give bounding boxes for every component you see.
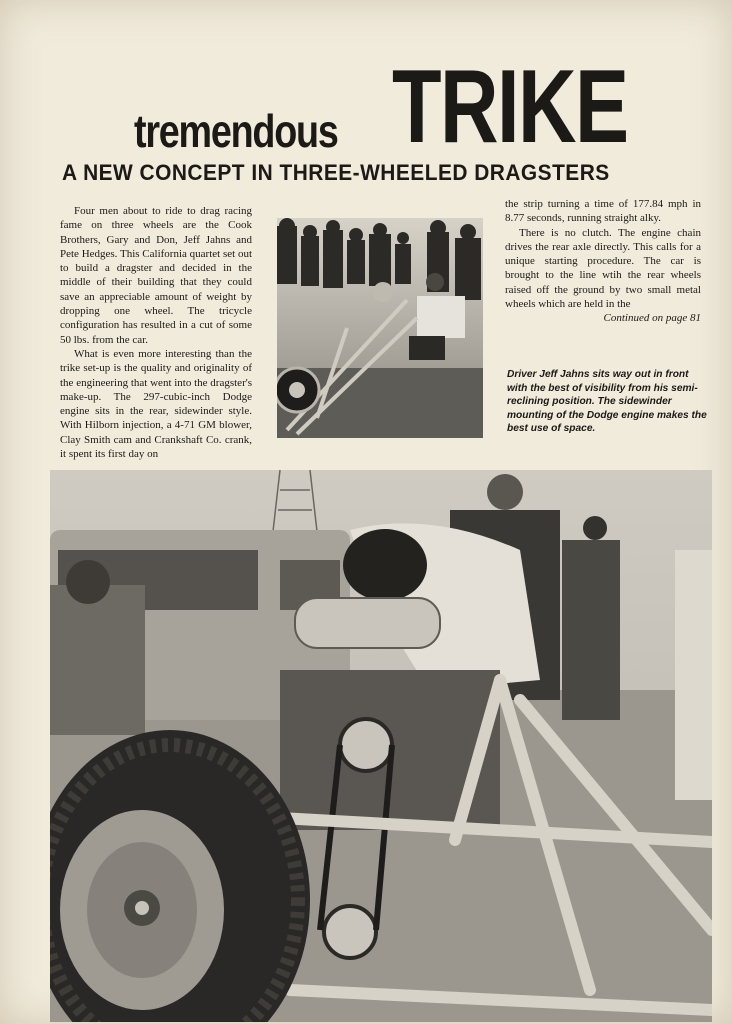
article-paragraph: the strip turning a time of 177.84 mph in 8.77 seconds, running straight alky.	[505, 198, 701, 225]
photo-engine-closeup	[50, 470, 712, 1022]
article-paragraph: What is even more interesting than the trike set-up is the quality and originality of the engineering that went into the dragster's make-up. The 297-cubic-inch Dodge engine sits in the rear, sidewinder style. With Hilborn injection, a 4-71 GM blower, Clay Smith cam and Crankshaft Co. crank, it spent its first day on	[60, 347, 252, 461]
headline-trike: TRIKE	[392, 49, 628, 165]
article-paragraph: Four men about to ride to drag racing fame on three wheels are the Cook Brothers, Gary and Don, Jeff Jahns and Pete Hedges. This California quartet set out to build a dragster and decided in the middle of their building that they could save an appreciable amount of weight by dropping one wheel. The tricycle configuration has resulted in a cut of some 50 lbs. from the car.	[60, 205, 252, 346]
photo-engine-closeup-image	[50, 470, 712, 1022]
article-paragraph: There is no clutch. The engine chain drives the rear axle directly. This calls for a unique starting procedure. The car is brought to the line wtih the rear wheels raised off the ground by two small metal wheels which are held in the	[505, 226, 701, 311]
photo-dragster-crowd	[277, 218, 483, 438]
continued-note: Continued on page 81	[603, 312, 701, 324]
subheadline: A NEW CONCEPT IN THREE-WHEELED DRAGSTERS	[62, 160, 610, 185]
photo-caption: Driver Jeff Jahns sits way out in front with the best of visibility from his semi-reclining position. The sidewinder mounting of the Dodge engine makes the best use of space.	[507, 369, 707, 435]
headline-tremendous: tremendous	[134, 105, 338, 157]
article-column-left	[60, 204, 252, 461]
article-column-right	[505, 197, 701, 311]
photo-dragster-crowd-image	[277, 218, 483, 438]
